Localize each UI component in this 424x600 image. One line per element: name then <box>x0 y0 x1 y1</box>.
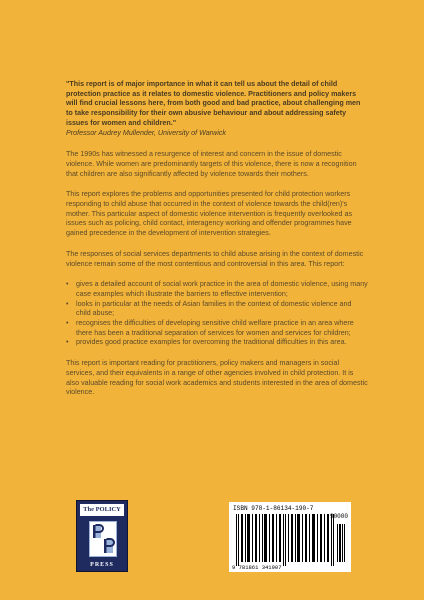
endorsement-attribution: Professor Audrey Mullender, University of Warwick <box>66 128 226 137</box>
endorsement-quote: "This report is of major importance in what it can tell us about the detail of child protection practice as it relates to domestic violence. Practitioners and policy makers will find crucial lessons here, from both good and bad practice, about challenging men to take responsibility for their own abusive behaviour and about addressing safety issues for women and children." <box>66 80 361 127</box>
barcode-bars <box>234 514 346 571</box>
list-item: • recognises the difficulties of developing sensitive child welfare practice in an area where there has been a traditional separation of services for women and services for children; <box>66 319 368 338</box>
isbn-label <box>233 505 313 512</box>
list-item: • looks in particular at the needs of Asian families in the context of domestic violence and child abuse; <box>66 300 368 319</box>
list-item: • provides good practice examples for overcoming the traditional difficulties in this area. <box>66 338 368 348</box>
logo-top-text: The POLICY <box>80 504 124 516</box>
price-code: 90000 <box>329 513 348 520</box>
audience-paragraph: This report is important reading for practitioners, policy makers and managers in social services, and their equivalents in a range of other agencies involved in child protection. It is also valuable reading for social work academics and students interested in the area of domestic violence. <box>66 359 368 397</box>
barcode-icon <box>234 514 346 566</box>
pp-monogram-icon <box>90 522 116 556</box>
report-lead-paragraph: The responses of social services departments to child abuse arising in the context of domestic violence remain some of the most contentious and controversial in this area. This report: <box>66 249 364 268</box>
scope-paragraph: This report explores the problems and opportunities presented for child protection workers responding to child abuse that occurred in the context of violence towards the child(ren)'s mother. This particular aspect of domestic violence intervention is frequently overlooked as issues such as policing, child contact, interagency working and offender programmes have gained precedence in the development of intervention strategies. <box>66 190 353 238</box>
intro-paragraph: The 1990s has witnessed a resurgence of interest and concern in the issue of domestic violence. While women are predominantly targets of this violence, there is now a recognition that children are also significantly affected by violence towards their mothers. <box>66 150 357 178</box>
isbn-number: ISBN 978-1-86134-190-7 <box>233 505 314 512</box>
barcode-digits: 9 781861 341907 <box>232 564 282 571</box>
list-item: • gives a detailed account of social work practice in the area of domestic violence, using many case examples which illustrate the barriers to effective intervention; <box>66 280 368 299</box>
logo-bottom-text: PRESS <box>90 562 114 568</box>
policy-press-logo <box>76 500 128 572</box>
back-cover-text <box>66 80 368 409</box>
isbn-barcode <box>229 502 351 572</box>
logo-pp-mark <box>89 521 117 557</box>
report-bullet-list <box>66 280 368 348</box>
